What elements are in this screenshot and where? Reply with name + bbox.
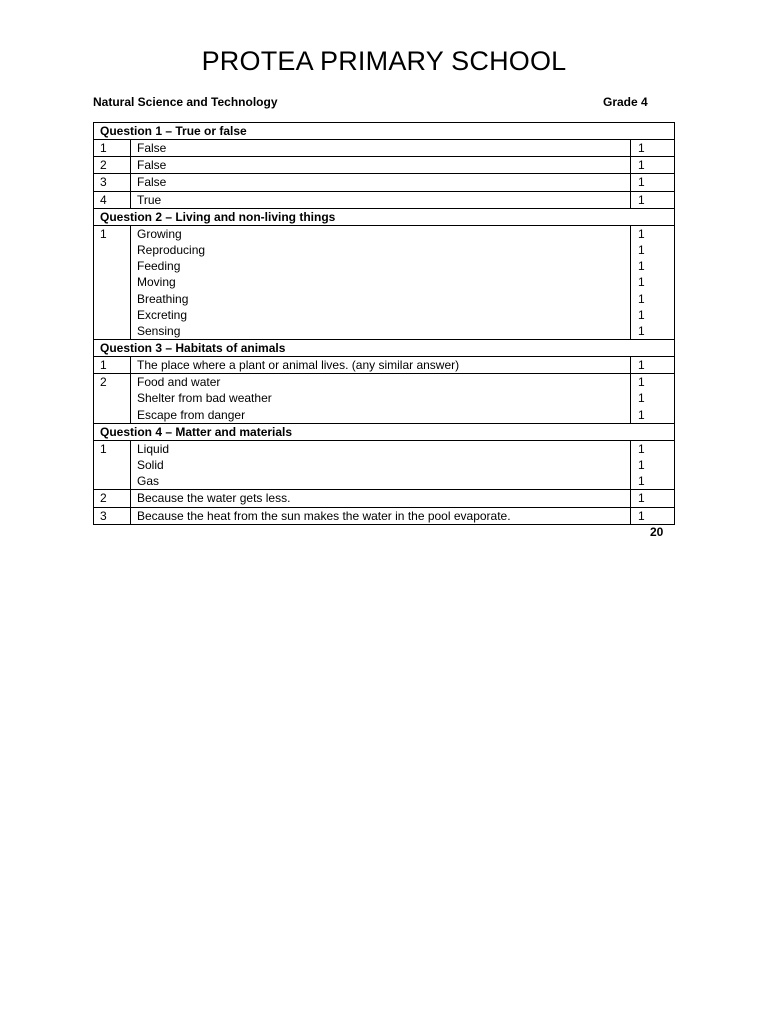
total-marks: 20 — [650, 525, 664, 539]
answer-text: Escape from danger — [137, 407, 246, 422]
answer-text: False — [137, 175, 167, 190]
answer-cell — [131, 157, 631, 174]
mark-cell — [631, 357, 675, 374]
answer-row — [94, 174, 675, 191]
page-title: PROTEA PRIMARY SCHOOL — [201, 46, 567, 76]
question-number: 2 — [94, 490, 131, 507]
answer-cell — [131, 357, 631, 374]
answer-text: True — [137, 192, 162, 207]
answer-text: Solid — [137, 458, 164, 472]
question-number: 2 — [94, 374, 131, 424]
mark-value: 1 — [638, 175, 645, 190]
question-number: 1 — [94, 225, 131, 339]
answer-text: Sensing — [137, 323, 181, 338]
mark-value: 1 — [638, 491, 645, 506]
answer-text: The place where a plant or animal lives. (any similar answer) — [137, 358, 460, 373]
answer-text: Growing — [137, 226, 182, 241]
section-heading: Question 1 – True or false — [94, 123, 675, 140]
answer-cell — [131, 507, 631, 524]
mark-value: 1 — [638, 141, 645, 155]
mark-value: 1 — [638, 323, 645, 338]
mark-cell — [631, 440, 675, 490]
mark-value: 1 — [638, 358, 645, 373]
answer-row — [94, 191, 675, 208]
section-heading: Question 3 – Habitats of animals — [94, 340, 675, 357]
answer-text: Because the heat from the sun makes the water in the pool evaporate. — [137, 508, 511, 523]
answer-text: Shelter from bad weather — [137, 391, 272, 406]
answer-text: Feeding — [137, 259, 181, 274]
answer-row — [94, 357, 675, 374]
question-number: 4 — [94, 191, 131, 208]
answer-text: Moving — [137, 275, 176, 290]
mark-value: 1 — [638, 441, 645, 456]
mark-value: 1 — [638, 407, 645, 422]
mark-value: 1 — [638, 375, 645, 390]
memo-table — [93, 122, 675, 525]
answer-cell — [131, 174, 631, 191]
mark-value: 1 — [638, 192, 645, 207]
mark-value: 1 — [638, 226, 645, 241]
answer-cell — [131, 440, 631, 490]
mark-value: 1 — [638, 391, 645, 406]
section-header-row — [94, 423, 675, 440]
question-number: 1 — [94, 140, 131, 157]
answer-text: Food and water — [137, 375, 221, 390]
mark-cell — [631, 157, 675, 174]
answer-text: False — [137, 141, 167, 155]
answer-text: Breathing — [137, 291, 189, 306]
mark-value: 1 — [638, 242, 645, 257]
answer-row — [94, 440, 675, 490]
mark-value: 1 — [638, 275, 645, 290]
answer-cell — [131, 490, 631, 507]
answer-cell — [131, 140, 631, 157]
answer-cell — [131, 225, 631, 339]
answer-text: Liquid — [137, 441, 170, 456]
answer-cell — [131, 191, 631, 208]
section-header-row — [94, 208, 675, 225]
mark-value: 1 — [638, 508, 645, 523]
question-number: 3 — [94, 507, 131, 524]
mark-value: 1 — [638, 259, 645, 274]
answer-row — [94, 374, 675, 424]
memo-table-body — [94, 123, 675, 525]
answer-text: Excreting — [137, 307, 188, 322]
mark-cell — [631, 225, 675, 339]
answer-row — [94, 225, 675, 339]
mark-cell — [631, 374, 675, 424]
question-number: 3 — [94, 174, 131, 191]
answer-row — [94, 157, 675, 174]
section-heading: Question 2 – Living and non-living things — [94, 208, 675, 225]
answer-row — [94, 507, 675, 524]
answer-text: Reproducing — [137, 242, 206, 257]
grade-label: Grade 4 — [603, 95, 648, 109]
answer-cell — [131, 374, 631, 424]
section-header-row — [94, 123, 675, 140]
answer-text: Gas — [137, 474, 160, 489]
mark-cell — [631, 490, 675, 507]
answer-row — [94, 140, 675, 157]
mark-value: 1 — [638, 474, 645, 489]
mark-cell — [631, 140, 675, 157]
question-number: 1 — [94, 357, 131, 374]
section-heading: Question 4 – Matter and materials — [94, 423, 675, 440]
question-number: 1 — [94, 440, 131, 490]
mark-cell — [631, 507, 675, 524]
answer-text: False — [137, 158, 167, 173]
mark-cell — [631, 174, 675, 191]
subject-label: Natural Science and Technology — [93, 95, 278, 109]
question-number: 2 — [94, 157, 131, 174]
answer-row — [94, 490, 675, 507]
mark-cell — [631, 191, 675, 208]
mark-value: 1 — [638, 307, 645, 322]
mark-value: 1 — [638, 291, 645, 306]
mark-value: 1 — [638, 458, 645, 472]
answer-text: Because the water gets less. — [137, 491, 291, 506]
section-header-row — [94, 340, 675, 357]
mark-value: 1 — [638, 158, 645, 173]
